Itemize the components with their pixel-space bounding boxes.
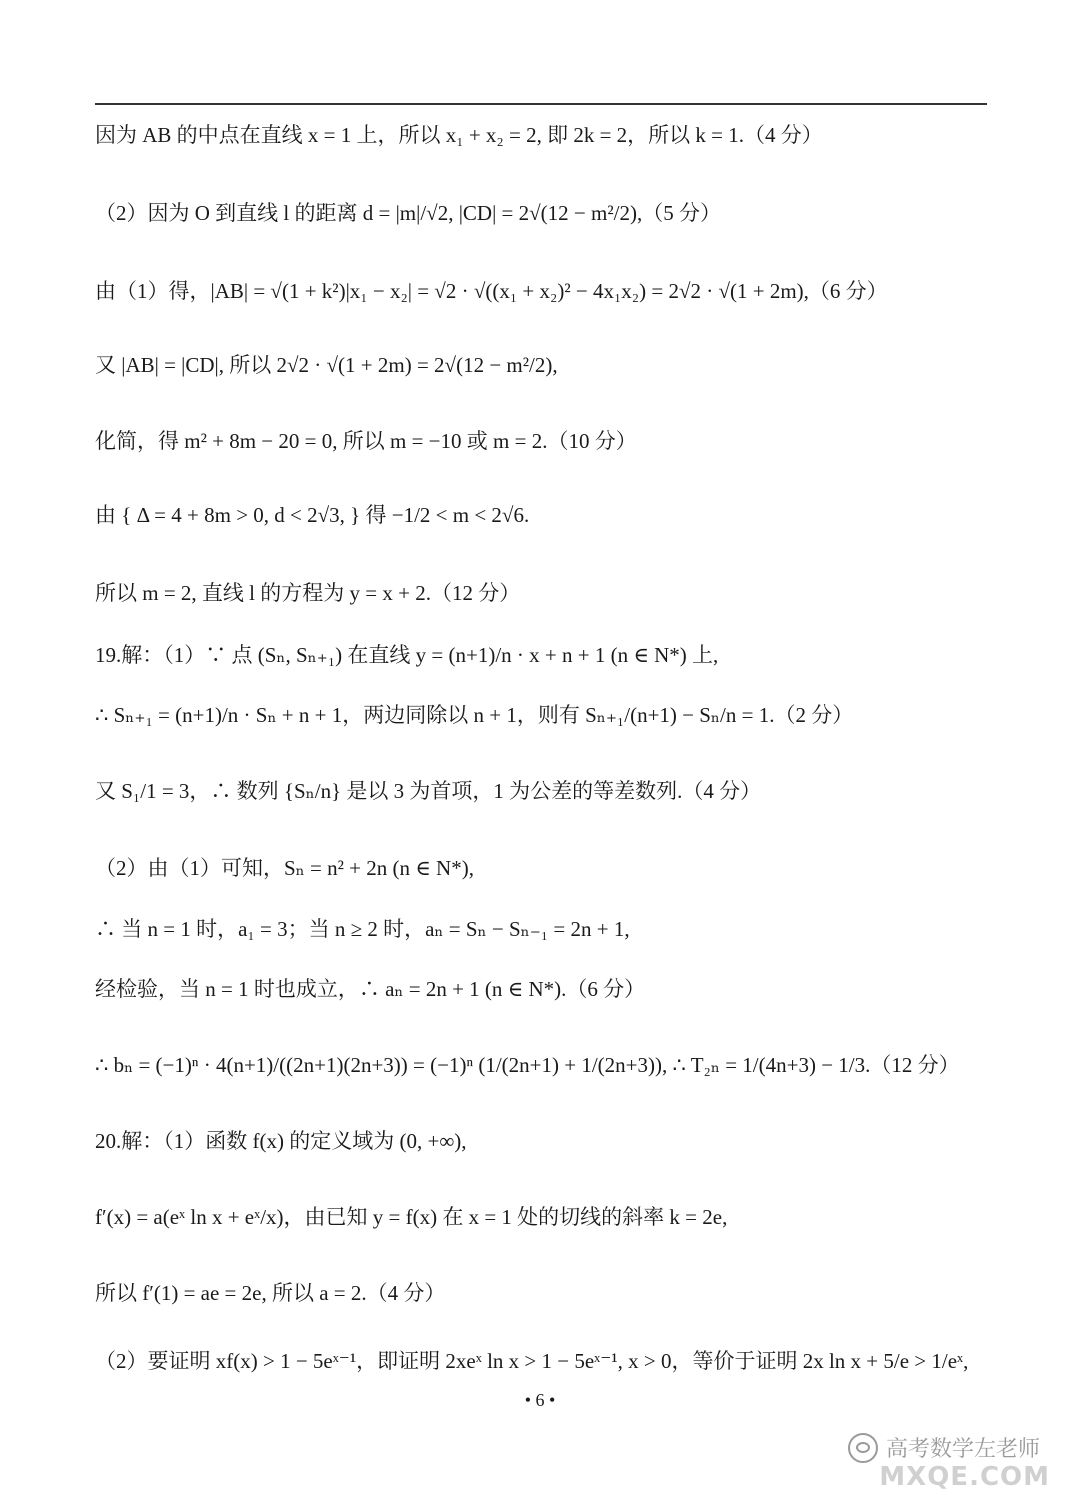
- watermark-site: MXQE.COM: [879, 1462, 1050, 1492]
- problem-20-line-4: （2）要证明 xf(x) > 1 − 5eˣ⁻¹，即证明 2xeˣ ln x > 1 − 5eˣ⁻¹, x > 0，等价于证明 2x ln x + 5/e > 1/eˣ,: [95, 1349, 969, 1373]
- problem-19-line-6: 经检验，当 n = 1 时也成立，∴ aₙ = 2n + 1 (n ∈ N*).（6 分）: [95, 977, 646, 1001]
- header-rule: [95, 103, 987, 105]
- problem-20-line-3: 所以 f′(1) = ae = 2e, 所以 a = 2.（4 分）: [95, 1281, 446, 1305]
- watermark-account: [848, 1432, 1040, 1463]
- solution-line-2: （2）因为 O 到直线 l 的距离 d = |m|/√2, |CD| = 2√(12 − m²/2),（5 分）: [95, 201, 721, 225]
- wechat-icon: [848, 1433, 878, 1463]
- solution-line-6: 由 { Δ = 4 + 8m > 0, d < 2√3, } 得 −1/2 < m < 2√6.: [95, 503, 530, 527]
- solution-line-1: 因为 AB 的中点在直线 x = 1 上，所以 x₁ + x₂ = 2, 即 2k = 2，所以 k = 1.（4 分）: [95, 123, 823, 147]
- watermark-account-text: 高考数学左老师: [885, 1437, 1040, 1462]
- problem-20-line-1: 20.解：（1）函数 f(x) 的定义域为 (0, +∞),: [95, 1129, 467, 1153]
- problem-19-line-1: 19.解：（1）∵ 点 (Sₙ, Sₙ₊₁) 在直线 y = (n+1)/n · x + n + 1 (n ∈ N*) 上,: [95, 643, 719, 667]
- problem-19-line-4: （2）由（1）可知，Sₙ = n² + 2n (n ∈ N*),: [95, 856, 474, 880]
- problem-19-line-3: 又 S₁/1 = 3，∴ 数列 {Sₙ/n} 是以 3 为首项，1 为公差的等差数列.（4 分）: [95, 779, 762, 803]
- solution-line-3: 由（1）得，|AB| = √(1 + k²)|x₁ − x₂| = √2 · √((x₁ + x₂)² − 4x₁x₂) = 2√2 · √(1 + 2m),（6 分）: [95, 279, 888, 303]
- solution-line-4: 又 |AB| = |CD|, 所以 2√2 · √(1 + 2m) = 2√(12 − m²/2),: [95, 353, 558, 377]
- problem-20-line-2: f′(x) = a(eˣ ln x + eˣ/x)，由已知 y = f(x) 在 x = 1 处的切线的斜率 k = 2e,: [95, 1205, 728, 1229]
- problem-19-line-2: ∴ Sₙ₊₁ = (n+1)/n · Sₙ + n + 1，两边同除以 n + 1，则有 Sₙ₊₁/(n+1) − Sₙ/n = 1.（2 分）: [95, 703, 854, 727]
- solution-line-7: 所以 m = 2, 直线 l 的方程为 y = x + 2.（12 分）: [95, 581, 521, 605]
- problem-19-line-5: ∴ 当 n = 1 时，a₁ = 3；当 n ≥ 2 时，aₙ = Sₙ − Sₙ₋₁ = 2n + 1,: [95, 917, 630, 941]
- solution-line-5: 化简，得 m² + 8m − 20 = 0, 所以 m = −10 或 m = 2.（10 分）: [95, 429, 637, 453]
- page-number: • 6 •: [524, 1390, 556, 1410]
- problem-19-line-7: ∴ bₙ = (−1)ⁿ · 4(n+1)/((2n+1)(2n+3)) = (−1)ⁿ (1/(2n+1) + 1/(2n+3)), ∴ T₂ₙ = 1/(4n+3) − 1/3.（12 分）: [95, 1053, 960, 1077]
